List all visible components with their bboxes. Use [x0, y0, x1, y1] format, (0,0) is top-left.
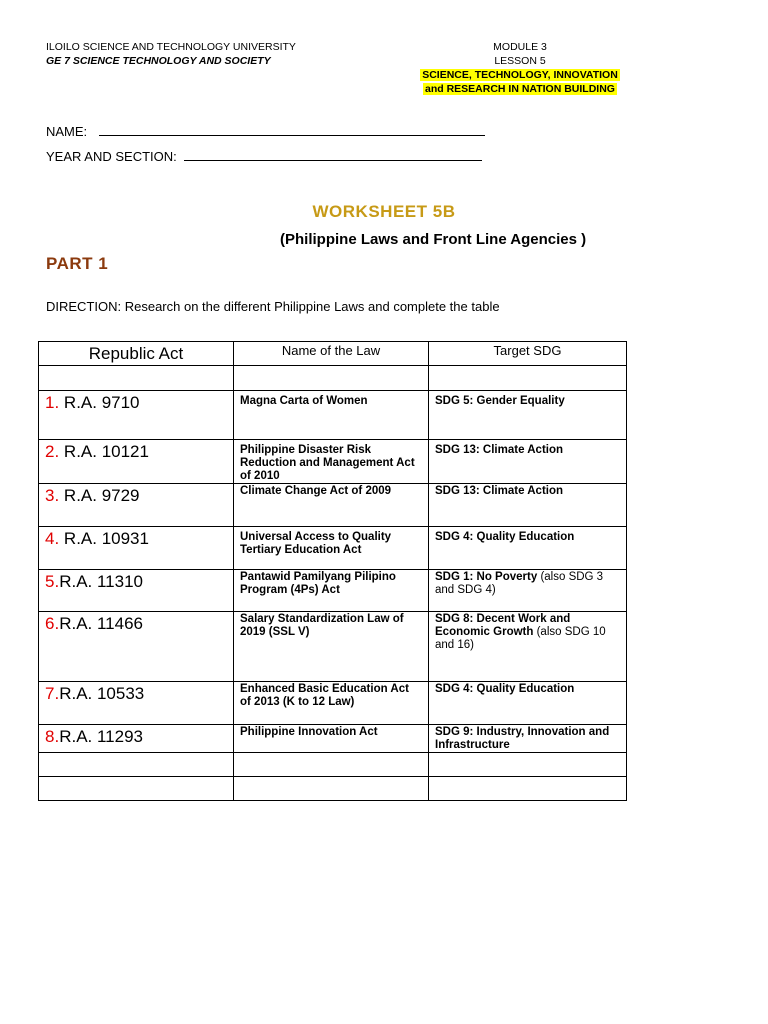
- header-law-name: Name of the Law: [234, 342, 429, 366]
- table-row-blank: [39, 777, 627, 801]
- table-row-blank: [39, 753, 627, 777]
- table-row: [39, 682, 627, 725]
- row-number: 6.: [45, 614, 60, 633]
- row-number: 2.: [45, 442, 60, 461]
- lesson-label: LESSON 5: [494, 55, 546, 67]
- worksheet-title: WORKSHEET 5B: [312, 202, 456, 221]
- sdg-cell: [429, 612, 627, 682]
- table-row: [39, 725, 627, 753]
- course-name: GE 7 SCIENCE TECHNOLOGY AND SOCIETY: [46, 55, 271, 67]
- sdg-text: SDG 13: Climate Action: [435, 485, 564, 497]
- table-row: [39, 484, 627, 527]
- year-section-input-line[interactable]: [184, 149, 482, 161]
- topic-line-1: SCIENCE, TECHNOLOGY, INNOVATION: [422, 69, 618, 81]
- sdg-text: SDG 13: Climate Action: [435, 444, 564, 456]
- sdg-text: SDG 4: Quality Education: [435, 683, 575, 695]
- ra-cell: [39, 391, 234, 440]
- name-label: NAME:: [46, 124, 88, 139]
- part-heading: PART 1: [46, 254, 109, 273]
- table-cell[interactable]: [234, 753, 429, 777]
- table-cell[interactable]: [234, 777, 429, 801]
- sdg-text: SDG 4: Quality Education: [435, 531, 575, 543]
- header-republic-act: Republic Act: [39, 342, 234, 366]
- ra-number: R.A. 11310: [59, 572, 143, 591]
- name-field: [46, 124, 485, 139]
- table-cell[interactable]: [429, 777, 627, 801]
- table-row: [39, 391, 627, 440]
- ra-number: R.A. 10533: [59, 684, 145, 703]
- ra-number: R.A. 10931: [59, 529, 149, 548]
- worksheet-subtitle: (Philippine Laws and Front Line Agencies ): [280, 231, 587, 248]
- table-row: [39, 440, 627, 484]
- year-section-label: YEAR AND SECTION:: [46, 149, 177, 164]
- ra-cell: [39, 484, 234, 527]
- table-row-blank: [39, 366, 627, 391]
- sdg-cell: [429, 682, 627, 725]
- sdg-cell: [429, 391, 627, 440]
- sdg-cell: [429, 440, 627, 484]
- sdg-extra: (also SDG 3 and SDG 4): [435, 571, 604, 596]
- ra-number: R.A. 11466: [59, 614, 143, 633]
- sdg-cell: [429, 484, 627, 527]
- ra-cell: [39, 725, 234, 753]
- law-name-cell: Pantawid Pamilyang Pilipino Program (4Ps) Act: [234, 570, 429, 612]
- name-input-line[interactable]: [99, 124, 485, 136]
- header-left: [46, 40, 296, 68]
- ra-number: R.A. 9729: [59, 486, 140, 505]
- sdg-cell: [429, 725, 627, 753]
- sdg-extra: (also SDG 10 and 16): [435, 626, 606, 651]
- row-number: 3.: [45, 486, 60, 505]
- laws-table: [38, 341, 627, 801]
- sdg-text: SDG 8: Decent Work and Economic Growth: [435, 613, 571, 638]
- table-cell[interactable]: [429, 366, 627, 391]
- sdg-text: SDG 1: No Poverty: [435, 571, 538, 583]
- table-row: [39, 612, 627, 682]
- law-name-cell: Universal Access to Quality Tertiary Education Act: [234, 527, 429, 570]
- direction-text: DIRECTION: Research on the different Philippine Laws and complete the table: [46, 299, 500, 314]
- law-name-cell: Salary Standardization Law of 2019 (SSL V): [234, 612, 429, 682]
- topic-line-2: and RESEARCH IN NATION BUILDING: [425, 83, 615, 95]
- table-row: [39, 570, 627, 612]
- row-number: 5.: [45, 572, 60, 591]
- sdg-text: SDG 9: Industry, Innovation and Infrastructure: [435, 726, 610, 751]
- law-name-cell: Magna Carta of Women: [234, 391, 429, 440]
- row-number: 7.: [45, 684, 60, 703]
- table-cell[interactable]: [39, 753, 234, 777]
- ra-cell: [39, 527, 234, 570]
- year-section-field: [46, 149, 482, 164]
- row-number: 1.: [45, 393, 60, 412]
- ra-cell: [39, 682, 234, 725]
- sdg-cell: [429, 527, 627, 570]
- sdg-text: SDG 5: Gender Equality: [435, 395, 565, 407]
- header-right: [390, 40, 650, 96]
- header-target-sdg: Target SDG: [429, 342, 627, 366]
- university-name: ILOILO SCIENCE AND TECHNOLOGY UNIVERSITY: [46, 41, 296, 53]
- table-row: [39, 527, 627, 570]
- ra-number: R.A. 10121: [59, 442, 149, 461]
- table-cell[interactable]: [234, 366, 429, 391]
- ra-cell: [39, 570, 234, 612]
- law-name-cell: Philippine Disaster Risk Reduction and Management Act of 2010: [234, 440, 429, 484]
- row-number: 8.: [45, 727, 60, 746]
- ra-cell: [39, 612, 234, 682]
- table-cell[interactable]: [39, 366, 234, 391]
- table-cell[interactable]: [39, 777, 234, 801]
- row-number: 4.: [45, 529, 60, 548]
- law-name-cell: Philippine Innovation Act: [234, 725, 429, 753]
- law-name-cell: Enhanced Basic Education Act of 2013 (K to 12 Law): [234, 682, 429, 725]
- ra-number: R.A. 11293: [59, 727, 143, 746]
- ra-number: R.A. 9710: [59, 393, 140, 412]
- ra-cell: [39, 440, 234, 484]
- module-label: MODULE 3: [493, 41, 547, 53]
- table-cell[interactable]: [429, 753, 627, 777]
- sdg-cell: [429, 570, 627, 612]
- law-name-cell: Climate Change Act of 2009: [234, 484, 429, 527]
- table-header-row: [39, 342, 627, 366]
